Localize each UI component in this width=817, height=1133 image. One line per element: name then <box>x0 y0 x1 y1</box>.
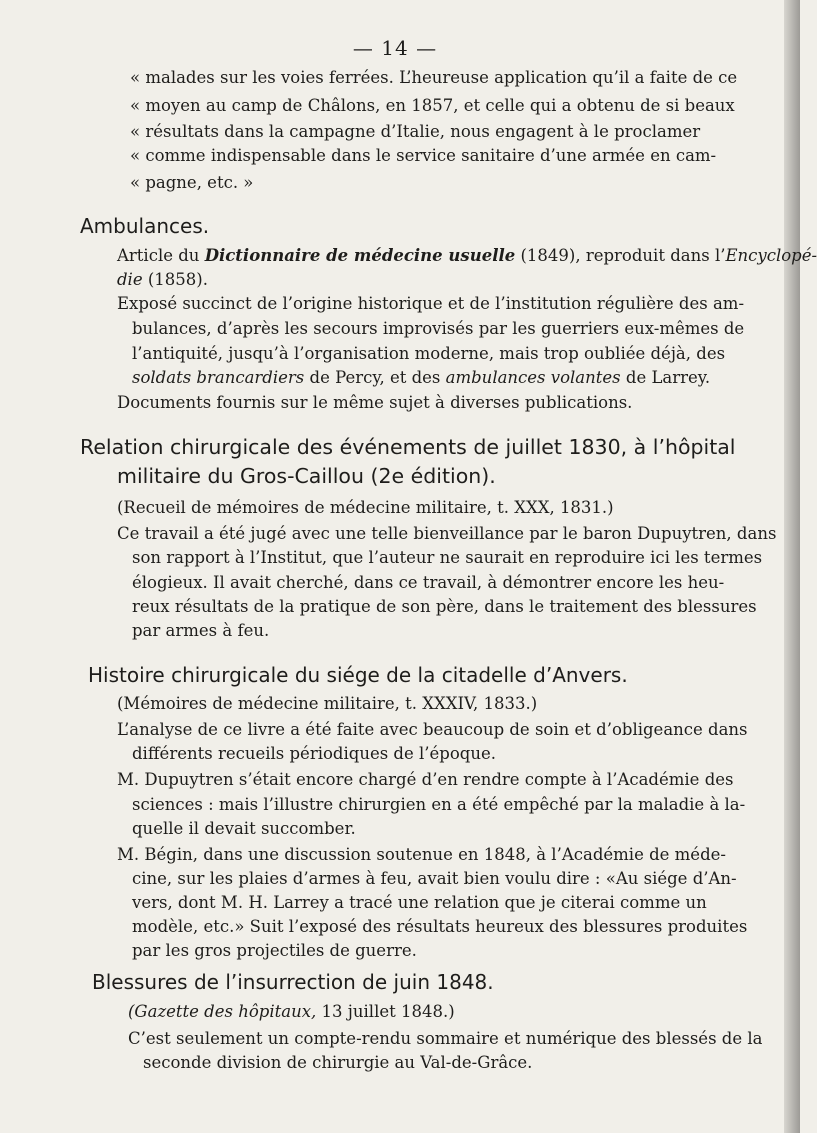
expose-line: Exposé succinct de l’origine historique et de l’institution régulière des am- <box>117 294 745 313</box>
body-line: par les gros projectiles de guerre. <box>132 941 417 960</box>
body-line: par armes à feu. <box>132 621 270 640</box>
section-title-histoire: Histoire chirurgicale du siége de la citadelle d’Anvers. <box>88 663 628 687</box>
soldats-brancardiers: soldats brancardiers <box>132 368 305 387</box>
body-line: M. Bégin, dans une discussion soutenue en 1848, à l’Académie de méde- <box>117 845 726 864</box>
body-line: seconde division de chirurgie au Val-de-Grâce. <box>143 1053 533 1072</box>
source-line: (Mémoires de médecine militaire, t. XXXIV, 1833.) <box>117 694 538 713</box>
expose-line: bulances, d’après les secours improvisés par les guerriers eux-mêmes de <box>132 319 745 338</box>
article-prefix: Article du <box>117 246 205 265</box>
article-reference <box>117 244 817 268</box>
body-line: C’est seulement un compte-rendu sommaire et numérique des blessés de la <box>128 1029 763 1048</box>
expose-line: l’antiquité, jusqu’à l’organisation moderne, mais trop oubliée déjà, des <box>132 344 726 363</box>
body-line: différents recueils périodiques de l’époque. <box>132 744 496 763</box>
source-line: (Recueil de mémoires de médecine militaire, t. XXX, 1831.) <box>117 498 614 517</box>
body-line: L’analyse de ce livre a été faite avec beaucoup de soin et d’obligeance dans <box>117 720 748 739</box>
expose-mid: de Percy, et des <box>304 368 446 387</box>
section-title-relation: Relation chirurgicale des événements de juillet 1830, à l’hôpital <box>80 435 736 459</box>
body-line: reux résultats de la pratique de son père, dans le traitement des blessures <box>132 597 757 616</box>
expose-end: de Larrey. <box>620 368 711 387</box>
section-title-blessures: Blessures de l’insurrection de juin 1848. <box>92 970 494 994</box>
quote-line: « résultats dans la campagne d’Italie, nous engagent à le proclamer <box>130 122 701 141</box>
article-mid: (1849), reproduit dans l’ <box>515 246 726 265</box>
article-year: (1858). <box>142 270 208 289</box>
body-line: sciences : mais l’illustre chirurgien en a été empêché par la maladie à la- <box>132 795 746 814</box>
dictionary-title: Dictionnaire de médecine usuelle <box>204 246 516 265</box>
documents-line: Documents fournis sur le même sujet à diverses publications. <box>117 393 633 412</box>
quote-line: « malades sur les voies ferrées. L’heureuse application qu’il a faite de ce <box>130 68 738 87</box>
quote-line: « pagne, etc. » <box>130 173 254 192</box>
body-line: quelle il devait succomber. <box>132 819 356 838</box>
section-title-ambulances: Ambulances. <box>80 214 210 238</box>
body-line: vers, dont M. H. Larrey a tracé une relation que je citerai comme un <box>132 893 707 912</box>
encyclopedie-title-part1: Encyclopé- <box>725 246 817 265</box>
source-line <box>128 1000 455 1024</box>
body-line: élogieux. Il avait cherché, dans ce travail, à démontrer encore les heu- <box>132 573 725 592</box>
page-edge-shadow <box>784 0 800 1133</box>
body-line: son rapport à l’Institut, que l’auteur ne saurait en reproduire ici les termes <box>132 548 763 567</box>
article-reference-cont <box>117 268 208 292</box>
body-line: Ce travail a été jugé avec une telle bienveillance par le baron Dupuytren, dans <box>117 524 777 543</box>
gazette-date: 13 juillet 1848.) <box>316 1002 455 1021</box>
gazette-title: (Gazette des hôpitaux, <box>128 1002 317 1021</box>
body-line: modèle, etc.» Suit l’exposé des résultats heureux des blessures produites <box>132 917 748 936</box>
quote-line: « moyen au camp de Châlons, en 1857, et celle qui a obtenu de si beaux <box>130 96 735 115</box>
encyclopedie-title-part2: die <box>117 270 143 289</box>
page-number: — 14 — <box>352 36 438 60</box>
section-title-relation-cont: militaire du Gros-Caillou (2e édition). <box>117 464 496 488</box>
body-line: cine, sur les plaies d’armes à feu, avait bien voulu dire : «Au siége d’An- <box>132 869 737 888</box>
quote-line: « comme indispensable dans le service sanitaire d’une armée en cam- <box>130 146 717 165</box>
ambulances-volantes: ambulances volantes <box>445 368 621 387</box>
expose-line <box>132 366 710 390</box>
body-line: M. Dupuytren s’était encore chargé d’en rendre compte à l’Académie des <box>117 770 734 789</box>
